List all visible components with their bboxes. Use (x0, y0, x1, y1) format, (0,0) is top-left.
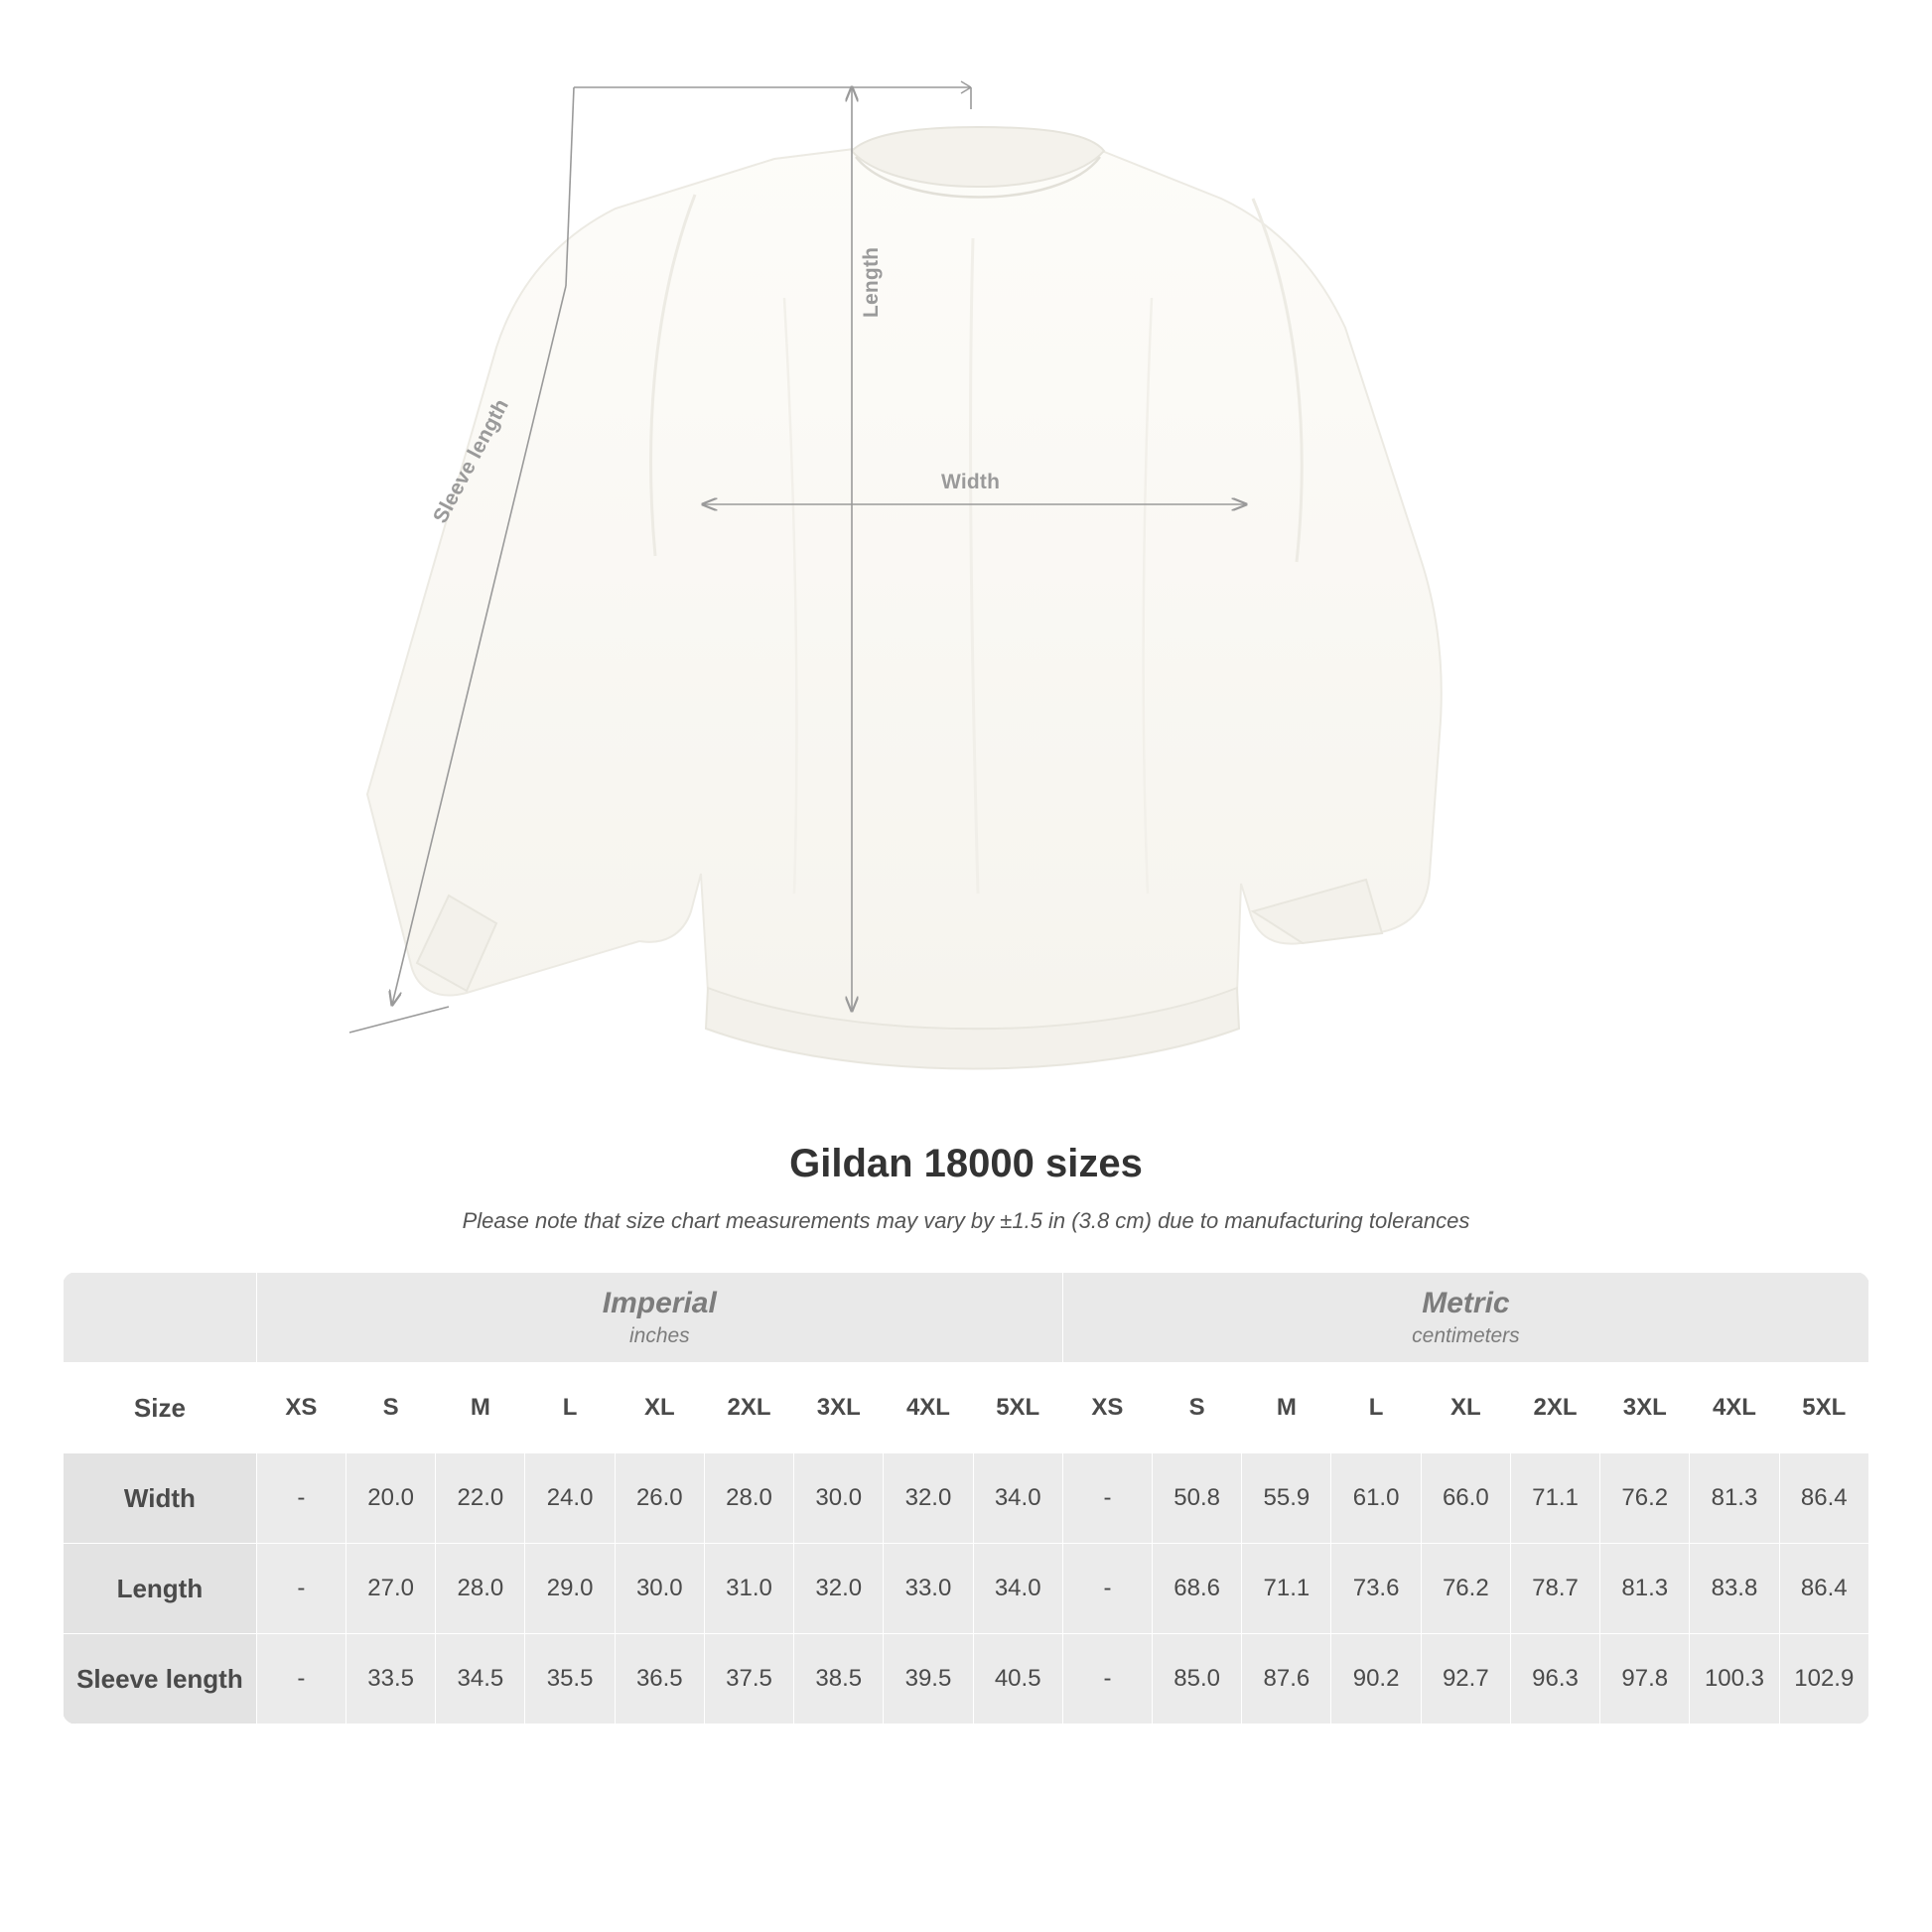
length-dimension-label: Length (860, 246, 883, 318)
row-label-sleeve-length: Sleeve length (64, 1634, 257, 1725)
cell-length-metric-xl: 76.2 (1421, 1544, 1510, 1634)
col-header-xs-imperial: XS (256, 1363, 345, 1453)
col-header-s-metric: S (1153, 1363, 1242, 1453)
cell-width-imperial-l: 24.0 (525, 1453, 615, 1544)
cell-width-imperial-3xl: 30.0 (794, 1453, 884, 1544)
col-header-3xl-metric: 3XL (1600, 1363, 1690, 1453)
cell-length-imperial-5xl: 34.0 (973, 1544, 1062, 1634)
col-header-xl-imperial: XL (615, 1363, 704, 1453)
cell-length-imperial-2xl: 31.0 (704, 1544, 793, 1634)
table-row (64, 1453, 1869, 1544)
cell-width-metric-s: 50.8 (1153, 1453, 1242, 1544)
cell-sleeve-imperial-xl: 36.5 (615, 1634, 704, 1725)
cell-length-metric-5xl: 86.4 (1779, 1544, 1868, 1634)
cell-sleeve-imperial-l: 35.5 (525, 1634, 615, 1725)
col-header-m-imperial: M (436, 1363, 525, 1453)
imperial-label: Imperial (602, 1286, 717, 1319)
cell-length-imperial-m: 28.0 (436, 1544, 525, 1634)
cell-length-metric-m: 71.1 (1242, 1544, 1331, 1634)
unit-header-imperial (256, 1273, 1062, 1363)
cell-width-imperial-m: 22.0 (436, 1453, 525, 1544)
metric-label: Metric (1422, 1286, 1510, 1319)
cell-sleeve-imperial-s: 33.5 (346, 1634, 436, 1725)
tolerance-note: Please note that size chart measurements may vary by ±1.5 in (3.8 cm) due to manufacturing tolerances (462, 1208, 1470, 1233)
cell-width-metric-3xl: 76.2 (1600, 1453, 1690, 1544)
sleeve-length-dimension-label: Sleeve length (429, 395, 514, 527)
table-row (64, 1544, 1869, 1634)
cell-length-imperial-s: 27.0 (346, 1544, 436, 1634)
cell-length-metric-3xl: 81.3 (1600, 1544, 1690, 1634)
cell-width-imperial-4xl: 32.0 (884, 1453, 973, 1544)
cell-width-metric-l: 61.0 (1331, 1453, 1421, 1544)
cell-length-metric-l: 73.6 (1331, 1544, 1421, 1634)
col-header-4xl-metric: 4XL (1690, 1363, 1779, 1453)
col-header-l-metric: L (1331, 1363, 1421, 1453)
cell-sleeve-imperial-4xl: 39.5 (884, 1634, 973, 1725)
size-header-row (64, 1363, 1869, 1453)
col-header-s-imperial: S (346, 1363, 436, 1453)
page-title: Gildan 18000 sizes (789, 1142, 1143, 1185)
cell-sleeve-metric-l: 90.2 (1331, 1634, 1421, 1725)
cell-sleeve-imperial-3xl: 38.5 (794, 1634, 884, 1725)
table-row (64, 1634, 1869, 1725)
title-block (0, 1142, 1932, 1234)
col-header-xs-metric: XS (1062, 1363, 1152, 1453)
cell-sleeve-metric-s: 85.0 (1153, 1634, 1242, 1725)
cell-sleeve-metric-m: 87.6 (1242, 1634, 1331, 1725)
cell-sleeve-metric-2xl: 96.3 (1510, 1634, 1599, 1725)
cell-length-imperial-l: 29.0 (525, 1544, 615, 1634)
cell-length-imperial-xs: - (256, 1544, 345, 1634)
unit-header-spacer (64, 1273, 257, 1363)
col-header-3xl-imperial: 3XL (794, 1363, 884, 1453)
unit-header-row (64, 1273, 1869, 1363)
cell-width-metric-2xl: 71.1 (1510, 1453, 1599, 1544)
size-table (63, 1272, 1869, 1725)
col-header-4xl-imperial: 4XL (884, 1363, 973, 1453)
width-dimension-label: Width (941, 471, 1001, 493)
cell-width-imperial-s: 20.0 (346, 1453, 436, 1544)
sweatshirt-body (367, 127, 1442, 1069)
size-column-header: Size (64, 1363, 257, 1453)
col-header-xl-metric: XL (1421, 1363, 1510, 1453)
col-header-5xl-imperial: 5XL (973, 1363, 1062, 1453)
cell-sleeve-metric-5xl: 102.9 (1779, 1634, 1868, 1725)
col-header-2xl-imperial: 2XL (704, 1363, 793, 1453)
unit-header-metric (1062, 1273, 1868, 1363)
row-label-width: Width (64, 1453, 257, 1544)
cell-sleeve-imperial-xs: - (256, 1634, 345, 1725)
cell-width-imperial-xl: 26.0 (615, 1453, 704, 1544)
cell-width-metric-4xl: 81.3 (1690, 1453, 1779, 1544)
cell-length-metric-s: 68.6 (1153, 1544, 1242, 1634)
cell-length-metric-xs: - (1062, 1544, 1152, 1634)
cell-sleeve-metric-xs: - (1062, 1634, 1152, 1725)
col-header-2xl-metric: 2XL (1510, 1363, 1599, 1453)
cell-length-imperial-4xl: 33.0 (884, 1544, 973, 1634)
cell-width-imperial-xs: - (256, 1453, 345, 1544)
cell-sleeve-metric-4xl: 100.3 (1690, 1634, 1779, 1725)
cell-width-metric-xl: 66.0 (1421, 1453, 1510, 1544)
cell-sleeve-imperial-m: 34.5 (436, 1634, 525, 1725)
size-table-wrapper (63, 1272, 1869, 1725)
col-header-5xl-metric: 5XL (1779, 1363, 1868, 1453)
row-label-length: Length (64, 1544, 257, 1634)
cell-width-metric-m: 55.9 (1242, 1453, 1331, 1544)
cell-width-metric-xs: - (1062, 1453, 1152, 1544)
cell-length-metric-2xl: 78.7 (1510, 1544, 1599, 1634)
cell-length-imperial-3xl: 32.0 (794, 1544, 884, 1634)
cell-sleeve-imperial-2xl: 37.5 (704, 1634, 793, 1725)
cell-sleeve-metric-3xl: 97.8 (1600, 1634, 1690, 1725)
imperial-sub-label: inches (628, 1324, 690, 1348)
metric-sub-label: centimeters (1412, 1324, 1520, 1348)
col-header-l-imperial: L (525, 1363, 615, 1453)
cell-sleeve-metric-xl: 92.7 (1421, 1634, 1510, 1725)
cell-width-imperial-2xl: 28.0 (704, 1453, 793, 1544)
cell-width-imperial-5xl: 34.0 (973, 1453, 1062, 1544)
cell-length-metric-4xl: 83.8 (1690, 1544, 1779, 1634)
cell-sleeve-imperial-5xl: 40.5 (973, 1634, 1062, 1725)
col-header-m-metric: M (1242, 1363, 1331, 1453)
cell-length-imperial-xl: 30.0 (615, 1544, 704, 1634)
cell-width-metric-5xl: 86.4 (1779, 1453, 1868, 1544)
